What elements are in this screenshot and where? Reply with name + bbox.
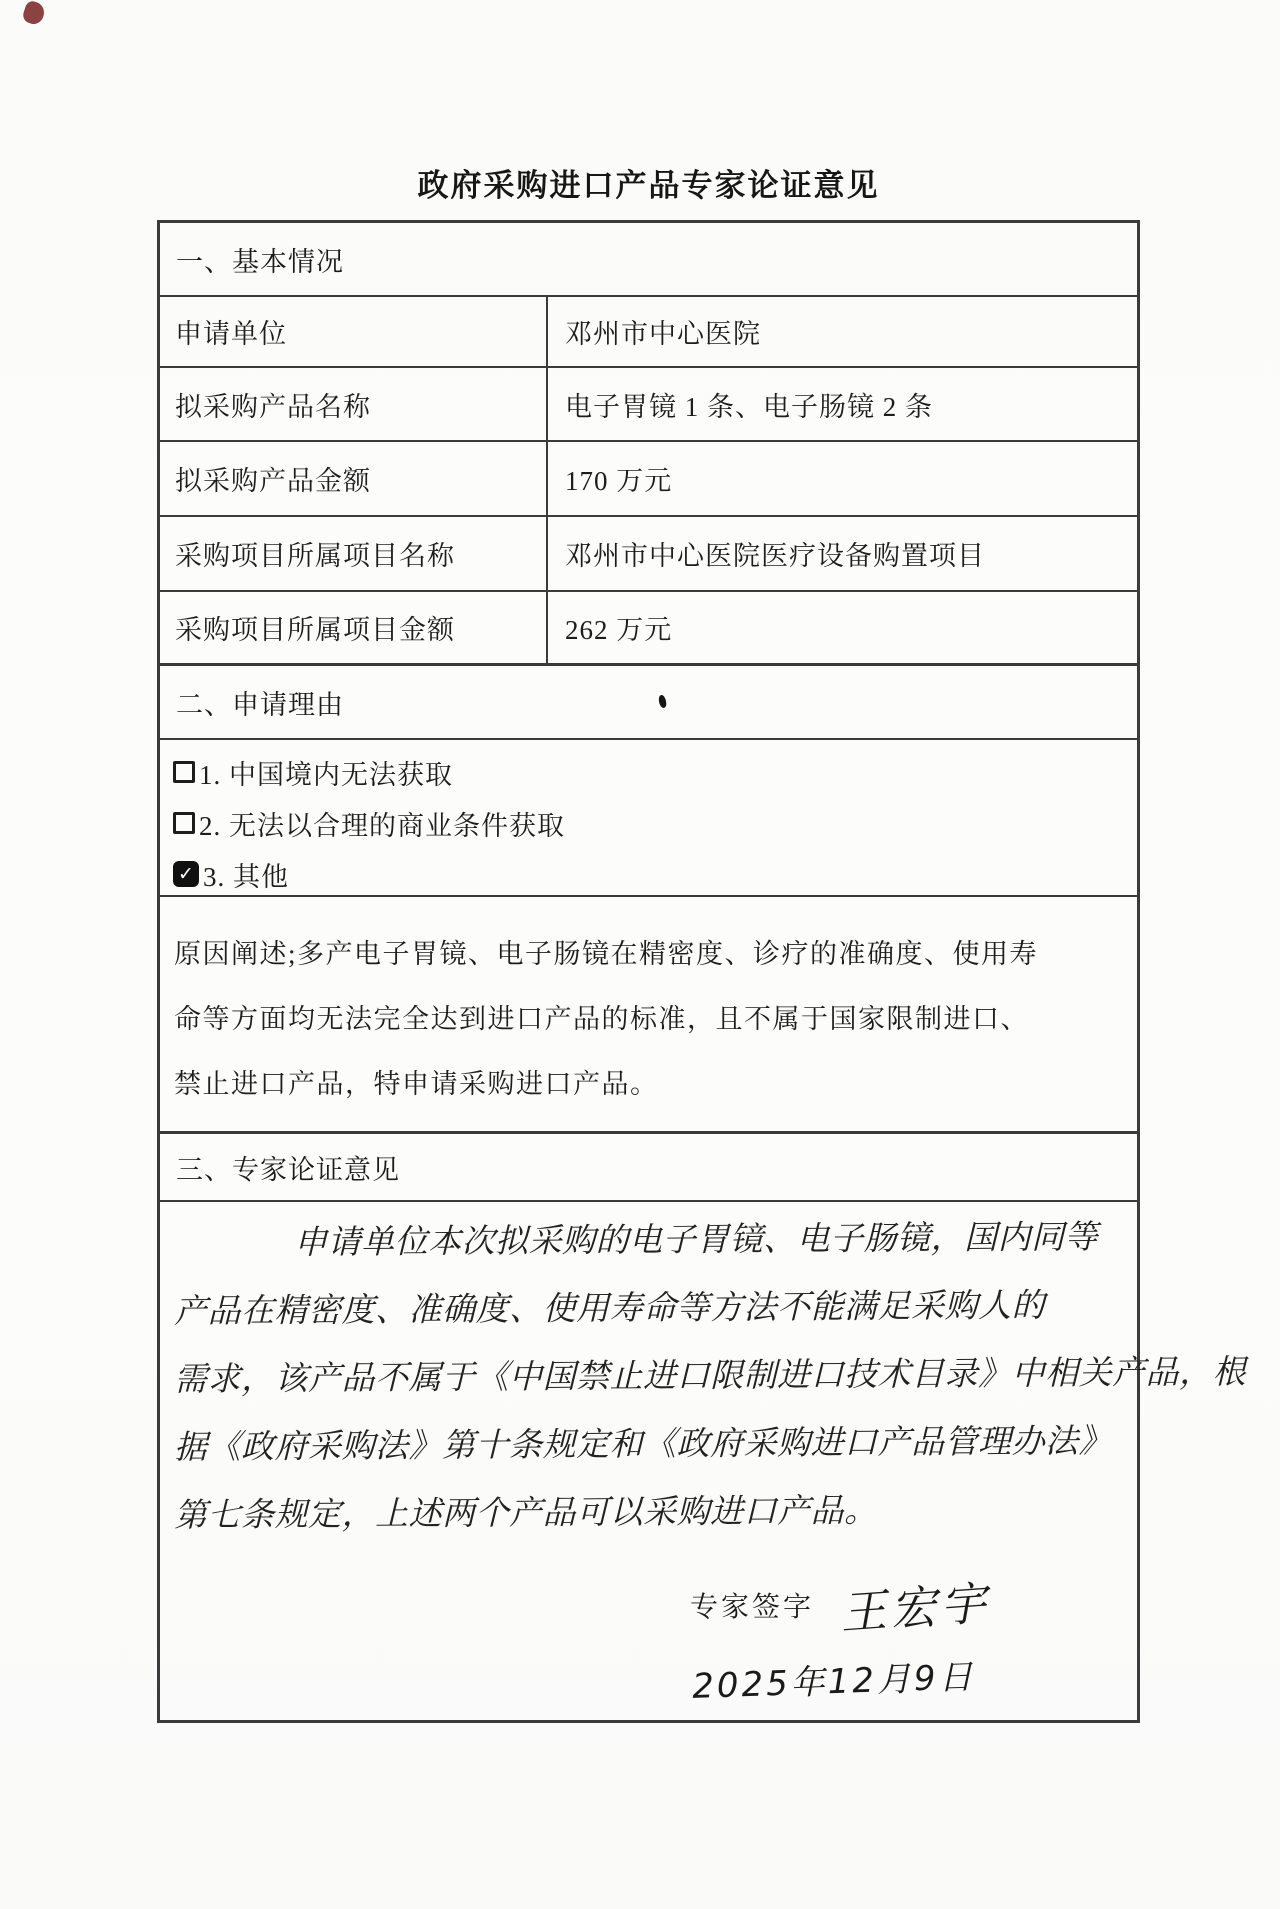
option-unreasonable-commercial-terms [173,807,565,839]
row-label-product-amount: 拟采购产品金额 [160,442,548,515]
checkbox-option-3[interactable] [173,861,199,887]
reason-statement-line: 原因阐述;多产电子胃镜、电子肠镜在精密度、诊疗的准确度、使用寿 [174,939,1039,969]
signature-date: 2025年12月9日 [691,1656,976,1707]
date-row [174,1650,1127,1706]
reason-options-cell [160,738,1137,895]
expert-opinion-line: 产品在精密度、准确度、使用寿命等方法不能满足采购人的 [173,1285,1046,1331]
row-label-product-name: 拟采购产品名称 [160,368,548,440]
expert-opinion-line: 需求，该产品不属于《中国禁止进口限制进口技术目录》中相关产品，根 [173,1351,1247,1399]
row-value-product-amount: 170 万元 [565,466,673,496]
checkbox-option-1[interactable] [173,761,195,783]
table-row [160,366,1137,440]
checkbox-option-2[interactable] [173,812,195,834]
expert-opinion-line: 申请单位本次拟采购的电子胃镜、电子肠镜，国内同等 [293,1216,1099,1262]
option-cannot-obtain-in-china [173,756,453,788]
option-label: 2. 无法以合理的商业条件获取 [199,810,565,841]
page-title: 政府采购进口产品专家论证意见 [417,168,880,203]
document-table [157,220,1247,1723]
signature-row [174,1574,1127,1641]
section-header-expert-opinion: 三、专家论证意见 [160,1131,1137,1200]
signature-label: 专家签字 [690,1592,815,1623]
table-row [160,295,1137,366]
section-header-application-reason: 二、申请理由 [160,663,1137,738]
row-value-applicant: 邓州市中心医院 [565,319,761,349]
section-header-basic-info: 一、基本情况 [176,246,344,277]
option-label: 1. 中国境内无法获取 [199,759,453,790]
reason-statement-line: 命等方面均无法完全达到进口产品的标准，且不属于国家限制进口、 [174,1004,1029,1034]
option-label: 3. 其他 [203,861,289,892]
row-value-parent-project-name: 邓州市中心医院医疗设备购置项目 [565,541,985,571]
reason-statement-cell [160,895,1137,1131]
row-label-applicant: 申请单位 [160,297,548,366]
row-label-parent-project-name: 采购项目所属项目名称 [160,517,548,590]
table-row [160,515,1137,590]
option-other [173,858,289,890]
row-value-parent-project-amount: 262 万元 [565,615,673,645]
expert-opinion-cell [160,1200,1247,1726]
red-ink-scan-mark [21,0,47,27]
row-value-product-name: 电子胃镜 1 条、电子肠镜 2 条 [565,391,933,422]
expert-opinion-line: 据《政府采购法》第十条规定和《政府采购进口产品管理办法》 [173,1420,1113,1467]
expert-signature: 王宏宇 [838,1575,992,1641]
table-row [160,590,1137,663]
reason-statement-line: 禁止进口产品，特申请采购进口产品。 [174,1069,659,1099]
expert-opinion-line: 第七条规定，上述两个产品可以采购进口产品。 [173,1490,878,1535]
table-row [160,440,1137,515]
row-label-parent-project-amount: 采购项目所属项目金额 [160,592,548,663]
